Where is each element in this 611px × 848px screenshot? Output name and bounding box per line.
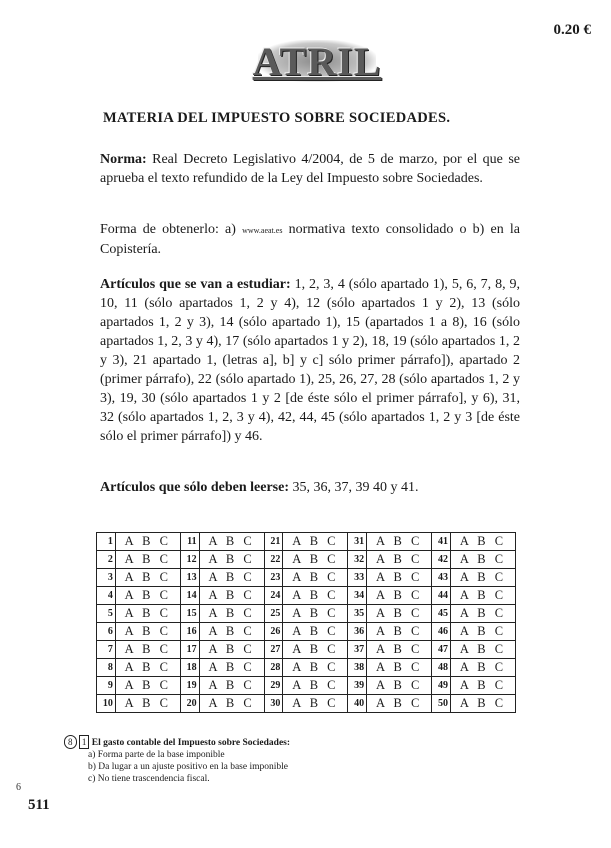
atril-logo	[252, 38, 382, 84]
answer-options[interactable]: A B C	[367, 551, 432, 569]
answer-number: 22	[264, 551, 283, 569]
answer-options[interactable]: A B C	[450, 623, 515, 641]
answer-options[interactable]: A B C	[199, 551, 264, 569]
price-label: 0.20 €	[553, 22, 591, 38]
question-number: 1	[79, 735, 90, 749]
answer-number: 40	[348, 695, 367, 713]
answer-row	[97, 533, 516, 551]
answer-number: 15	[180, 605, 199, 623]
answer-number: 45	[432, 605, 451, 623]
answer-options[interactable]: A B C	[450, 659, 515, 677]
answer-number: 38	[348, 659, 367, 677]
answer-row	[97, 695, 516, 713]
answer-options[interactable]: A B C	[199, 605, 264, 623]
answer-options[interactable]: A B C	[367, 605, 432, 623]
answer-options[interactable]: A B C	[199, 677, 264, 695]
question-block	[64, 735, 290, 785]
articulos-estudiar-paragraph	[100, 275, 520, 446]
answer-number: 7	[97, 641, 116, 659]
answer-options[interactable]: A B C	[367, 623, 432, 641]
articulos-leer-paragraph	[100, 478, 520, 497]
answer-options[interactable]: A B C	[367, 641, 432, 659]
page-number: 511	[28, 797, 50, 813]
question-header	[64, 735, 290, 749]
answer-row	[97, 551, 516, 569]
answer-options[interactable]: A B C	[115, 533, 180, 551]
answer-number: 31	[348, 533, 367, 551]
answer-number: 6	[97, 623, 116, 641]
answer-number: 48	[432, 659, 451, 677]
answer-options[interactable]: A B C	[450, 677, 515, 695]
answer-options[interactable]: A B C	[199, 659, 264, 677]
answer-options[interactable]: A B C	[283, 659, 348, 677]
question-badge: 8	[64, 735, 77, 749]
answer-options[interactable]: A B C	[115, 569, 180, 587]
answer-options[interactable]: A B C	[450, 695, 515, 713]
obtener-suffix: normativa texto consolidado o b) en la Copistería.	[100, 222, 520, 257]
answer-number: 20	[180, 695, 199, 713]
answer-row	[97, 659, 516, 677]
answer-number: 41	[432, 533, 451, 551]
answer-number: 3	[97, 569, 116, 587]
answer-number: 43	[432, 569, 451, 587]
articulos-estudiar-text: 1, 2, 3, 4 (sólo apartado 1), 5, 6, 7, 8, 9, 10, 11 (sólo apartados 1, 2 y 4), 12 (sólo apartados 1 y 2), 13 (sólo apartados 1, 2 y 3), 14 (sólo apartado 1), 15 (apartados 1 a 8), 16 (sólo apartados 1, 2, 3 y 4), 17 (sólo apartados 1 y 2), 18, 19 (sólo apartados 1, 2 y 3), 21 apartado 1, (letras a], b] y c] sólo primer párrafo]), apartado 2 (primer párrafo), 22 (sólo apartado 1), 25, 26, 27, 28 (sólo apartados 1, 2 y 3), 19, 30 (sólo apartados 1 y 2 [de éste sólo el primer párrafo], y 6), 31, 32 (sólo apartados 1, 2, 3 y 4), 42, 44, 45 (sólo apartados 1, 2 y 3 [de éste sólo el primer párrafo]) y 46.	[100, 277, 520, 444]
question-choice-c: c) No tiene trascendencia fiscal.	[88, 774, 210, 784]
answer-number: 29	[264, 677, 283, 695]
answer-number: 35	[348, 605, 367, 623]
question-choice-a: a) Forma parte de la base imponible	[88, 750, 225, 760]
answer-number: 2	[97, 551, 116, 569]
answer-number: 46	[432, 623, 451, 641]
obtener-prefix: Forma de obtenerlo: a)	[100, 222, 243, 237]
answer-number: 25	[264, 605, 283, 623]
answer-number: 34	[348, 587, 367, 605]
answer-number: 8	[97, 659, 116, 677]
norma-text: Real Decreto Legislativo 4/2004, de 5 de marzo, por el que se aprueba el texto refundido de la Ley del Impuesto sobre Sociedades.	[100, 152, 520, 186]
answer-number: 23	[264, 569, 283, 587]
answer-number: 19	[180, 677, 199, 695]
answer-number: 4	[97, 587, 116, 605]
answer-options[interactable]: A B C	[199, 623, 264, 641]
answer-options[interactable]: A B C	[199, 569, 264, 587]
answer-options[interactable]: A B C	[283, 569, 348, 587]
norma-label: Norma:	[100, 152, 147, 167]
answer-options[interactable]: A B C	[283, 551, 348, 569]
answer-options[interactable]: A B C	[199, 533, 264, 551]
page-title: MATERIA DEL IMPUESTO SOBRE SOCIEDADES.	[103, 110, 451, 126]
answer-options[interactable]: A B C	[283, 641, 348, 659]
answer-number: 1	[97, 533, 116, 551]
answer-number: 30	[264, 695, 283, 713]
answer-number: 27	[264, 641, 283, 659]
answer-number: 42	[432, 551, 451, 569]
answer-number: 14	[180, 587, 199, 605]
answer-options[interactable]: A B C	[450, 533, 515, 551]
answer-options[interactable]: A B C	[283, 587, 348, 605]
answer-row	[97, 623, 516, 641]
answer-number: 28	[264, 659, 283, 677]
answer-number: 36	[348, 623, 367, 641]
answer-number: 32	[348, 551, 367, 569]
answer-options[interactable]: A B C	[367, 659, 432, 677]
question-choice-b: b) Da lugar a un ajuste positivo en la base imponible	[88, 762, 288, 772]
answer-options[interactable]: A B C	[115, 587, 180, 605]
answer-options[interactable]: A B C	[199, 695, 264, 713]
answer-options[interactable]: A B C	[199, 587, 264, 605]
answer-number: 37	[348, 641, 367, 659]
answer-row	[97, 677, 516, 695]
answer-number: 26	[264, 623, 283, 641]
answer-number: 47	[432, 641, 451, 659]
answer-number: 13	[180, 569, 199, 587]
obtener-paragraph	[100, 220, 520, 259]
answer-number: 21	[264, 533, 283, 551]
answer-options[interactable]: A B C	[450, 641, 515, 659]
norma-paragraph	[100, 150, 520, 188]
answer-number: 39	[348, 677, 367, 695]
answer-number: 44	[432, 587, 451, 605]
answer-number: 24	[264, 587, 283, 605]
answer-grid	[96, 532, 516, 713]
answer-options[interactable]: A B C	[283, 695, 348, 713]
answer-options[interactable]: A B C	[115, 623, 180, 641]
answer-row	[97, 587, 516, 605]
answer-options[interactable]: A B C	[115, 551, 180, 569]
aeat-site: www.aeat.es	[242, 226, 283, 235]
answer-row	[97, 569, 516, 587]
margin-mark: 6	[16, 782, 21, 793]
answer-number: 9	[97, 677, 116, 695]
answer-number: 17	[180, 641, 199, 659]
logo-text: ATRIL	[252, 38, 382, 84]
answer-options[interactable]: A B C	[115, 677, 180, 695]
answer-options[interactable]: A B C	[115, 659, 180, 677]
answer-options[interactable]: A B C	[450, 587, 515, 605]
answer-options[interactable]: A B C	[450, 551, 515, 569]
answer-options[interactable]: A B C	[450, 569, 515, 587]
answer-number: 11	[180, 533, 199, 551]
question-title: El gasto contable del Impuesto sobre Sociedades:	[91, 738, 291, 748]
answer-number: 49	[432, 677, 451, 695]
answer-options[interactable]: A B C	[367, 677, 432, 695]
answer-options[interactable]: A B C	[115, 695, 180, 713]
answer-options[interactable]: A B C	[283, 623, 348, 641]
answer-number: 10	[97, 695, 116, 713]
articulos-leer-label: Artículos que sólo deben leerse:	[100, 480, 289, 495]
articulos-leer-text: 35, 36, 37, 39 40 y 41.	[288, 480, 419, 495]
answer-options[interactable]: A B C	[367, 569, 432, 587]
answer-options[interactable]: A B C	[367, 695, 432, 713]
answer-options[interactable]: A B C	[367, 587, 432, 605]
answer-options[interactable]: A B C	[115, 641, 180, 659]
answer-options[interactable]: A B C	[283, 533, 348, 551]
answer-options[interactable]: A B C	[450, 605, 515, 623]
answer-number: 12	[180, 551, 199, 569]
answer-number: 50	[432, 695, 451, 713]
articulos-estudiar-label: Artículos que se van a estudiar:	[100, 277, 291, 292]
answer-number: 18	[180, 659, 199, 677]
answer-number: 5	[97, 605, 116, 623]
answer-number: 16	[180, 623, 199, 641]
answer-number: 33	[348, 569, 367, 587]
answer-options[interactable]: A B C	[115, 605, 180, 623]
answer-options[interactable]: A B C	[367, 533, 432, 551]
answer-row	[97, 641, 516, 659]
answer-options[interactable]: A B C	[283, 605, 348, 623]
answer-row	[97, 605, 516, 623]
answer-options[interactable]: A B C	[283, 677, 348, 695]
answer-options[interactable]: A B C	[199, 641, 264, 659]
